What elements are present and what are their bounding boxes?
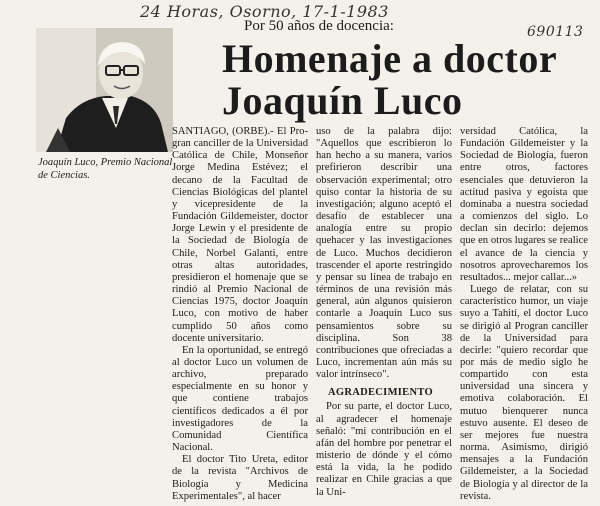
portrait-photo [36, 28, 173, 152]
article-column-1 [172, 126, 308, 503]
paragraph: Por su parte, el doctor Luco, al agradecer el homenaje señaló: "mi contribución en el afán del hombre por penetrar el misterio de dónde y el cómo está la vida, la he podido realizar en Chile gracias a que la Uni- [316, 401, 452, 498]
paragraph: versidad Católica, la Fundación Gildemeister y la Sociedad de Biología, fueron entre otros, factores esenciales que detuvieron la actitud pasiva y egoísta que dominaba a nuestra sociedad a comienzos del siglo. Lo declan sin decirlo: dejemos que en otros lugares se realice el avance de la ciencia y nosotros aprovecharemos los resultados... mejor callar...» [460, 126, 588, 283]
paragraph: Luego de relatar, con su característico humor, un viaje suyo a Tahití, el doctor Luco se dirigió al Progran canciller de la Universidad para decirle: "quiero recordar que por más de medio siglo he compartido con esta universidad una sincera y emotiva colaboración. El mutuo bienquerer nunca estuvo ausente. El deseo de ser mejores fue nuestra norma. Asimismo, dirigió mensajes a la Fundación Gildemeister, a la Sociedad de Biología y al director de la revista. [460, 284, 588, 502]
handwritten-archive-number: 690113 [527, 24, 584, 40]
paragraph: SANTIAGO, (ORBE).- El Pro-gran canciller de la Universidad Católica de Chile, Monseñor Jorge Medina Estévez; el decano de la Facultad de Ciencias Biológicas del plantel y vicepresidente de la Fundación Gildemeister, doctor Jorge Lewin y el presidente de la Sociedad de Biología de Chile, Norbel Galanti, entre otras altas autoridades, presidieron el homenaje que se rindió al Premio Nacional de Ciencias 1975, doctor Joaquín Luco, con motivo de haber cumplido 50 años como docente universitario. [172, 126, 308, 344]
article-column-3 [460, 126, 588, 503]
portrait-illustration [36, 28, 173, 152]
paragraph: En la oportunidad, se entregó al doctor Luco un volumen de archivo, preparado especialmente en su honor y que contiene trabajos científicos dedicados a él por investigadores de la Comunidad Científica Nacional. [172, 344, 308, 454]
paragraph: El doctor Tito Ureta, editor de la revista "Archivos de Biología y Medicina Experimentales", al hacer [172, 454, 308, 502]
article-column-2 [316, 126, 452, 499]
subheading: AGRADECIMIENTO [328, 387, 433, 399]
paragraph: uso de la palabra dijo: "Aquellos que escribieron lo han hecho a su manera, varios prefirieron describir una observación experimental; otro quiso contar la historia de su investigación; alguno aceptó el desafío de establecer una analogía entre su propio quehacer y las investigaciones de Luco. Muchos decidieron trascender el aporte restringido y pensar su línea de trabajo en términos de una revisión más general, aún algunos quisieron contarle a Joaquín Luco sus pensamientos sobre su disciplina. Son 38 contribuciones que ofreciadas a Luco, incrementan aún más su valor intrínseco". [316, 126, 452, 381]
headline: Homenaje a doctor Joaquín Luco [222, 36, 557, 123]
headline-kicker: Por 50 años de docencia: [244, 18, 394, 34]
handwritten-source-note: 24 Horas, Osorno, 17-1-1983 [140, 2, 389, 21]
photo-caption: Joaquín Luco, Premio Nacional de Ciencias. [38, 157, 173, 181]
